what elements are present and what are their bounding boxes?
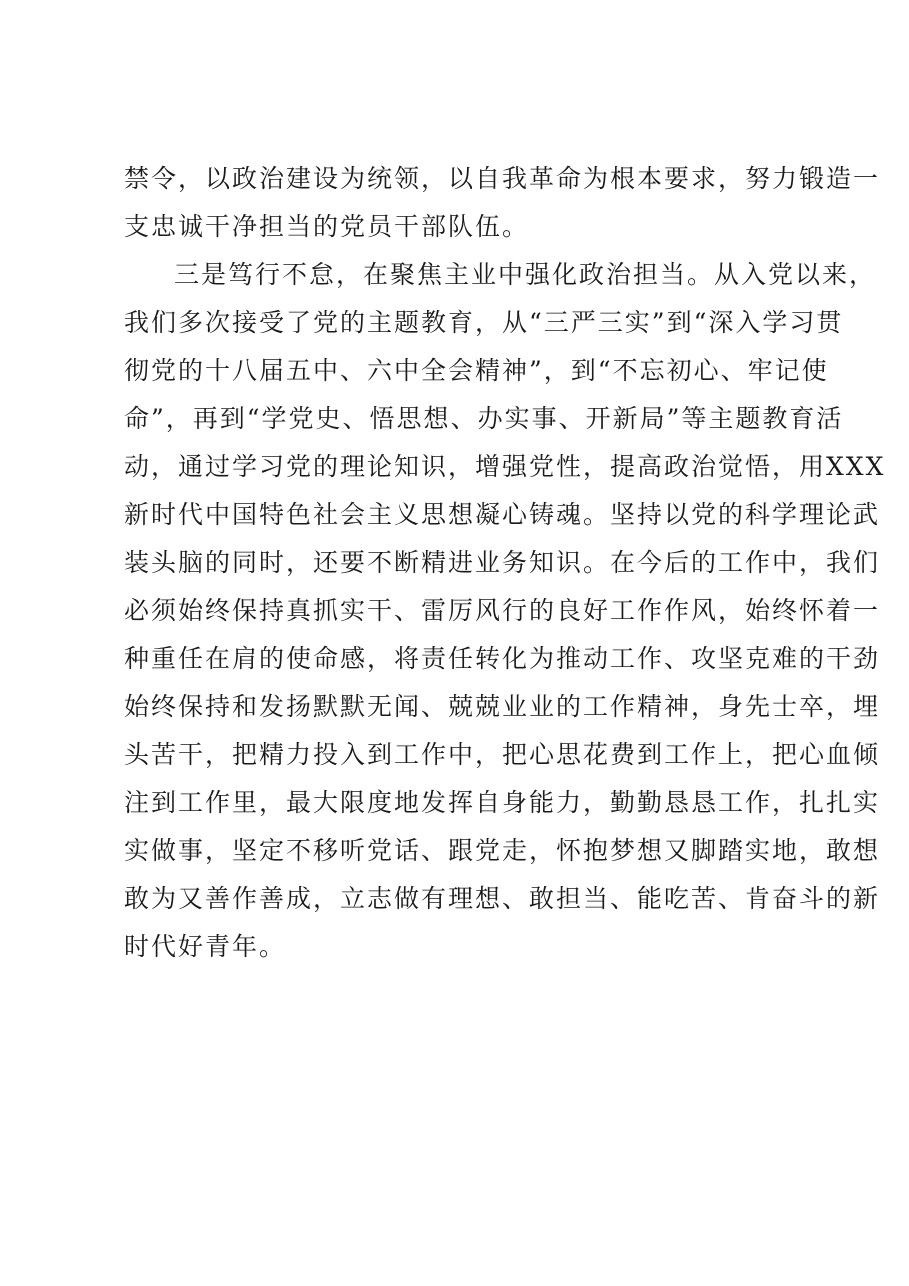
text-line-6: 命”，再到“学党史、悟思想、办实事、开新局”等主题教育活 xyxy=(124,404,844,433)
text-line-13: 头苦干，把精力投入到工作中，把心思花费到工作上，把心血倾 xyxy=(124,740,881,769)
text-line-12: 始终保持和发扬默默无闻、兢兢业业的工作精神，身先士卒，埋 xyxy=(124,692,881,721)
text-line-16: 敢为又善作善成，立志做有理想、敢担当、能吃苦、肯奋斗的新 xyxy=(124,884,881,913)
text-line-1: 禁令，以政治建设为统领，以自我革命为根本要求，努力锻造一 xyxy=(124,164,881,193)
text-line-5: 彻党的十八届五中、六中全会精神”，到“不忘初心、牢记使 xyxy=(124,356,829,385)
text-line-11: 种重任在肩的使命感，将责任转化为推动工作、攻坚克难的干劲 xyxy=(124,644,881,673)
text-line-9: 装头脑的同时，还要不断精进业务知识。在今后的工作中，我们 xyxy=(124,548,881,577)
text-line-14: 注到工作里，最大限度地发挥自身能力，勤勤恳恳工作，扎扎实 xyxy=(124,788,881,817)
body-text xyxy=(124,155,886,971)
text-line-3: 三是笃行不怠，在聚焦主业中强化政治担当。从入党以来， xyxy=(174,260,877,289)
text-line-4: 我们多次接受了党的主题教育，从“三严三实”到“深入学习贯 xyxy=(124,308,844,337)
text-line-10: 必须始终保持真抓实干、雷厉风行的良好工作作风，始终怀着一 xyxy=(124,596,881,625)
text-line-7: 动，通过学习党的理论知识，增强党性，提高政治觉悟，用XXX xyxy=(124,452,886,481)
text-line-15: 实做事，坚定不移听党话、跟党走，怀抱梦想又脚踏实地，敢想 xyxy=(124,836,881,865)
text-line-8: 新时代中国特色社会主义思想凝心铸魂。坚持以党的科学理论武 xyxy=(124,500,881,529)
text-line-17: 时代好青年。 xyxy=(124,932,287,961)
text-line-2: 支忠诚干净担当的党员干部队伍。 xyxy=(124,212,530,241)
